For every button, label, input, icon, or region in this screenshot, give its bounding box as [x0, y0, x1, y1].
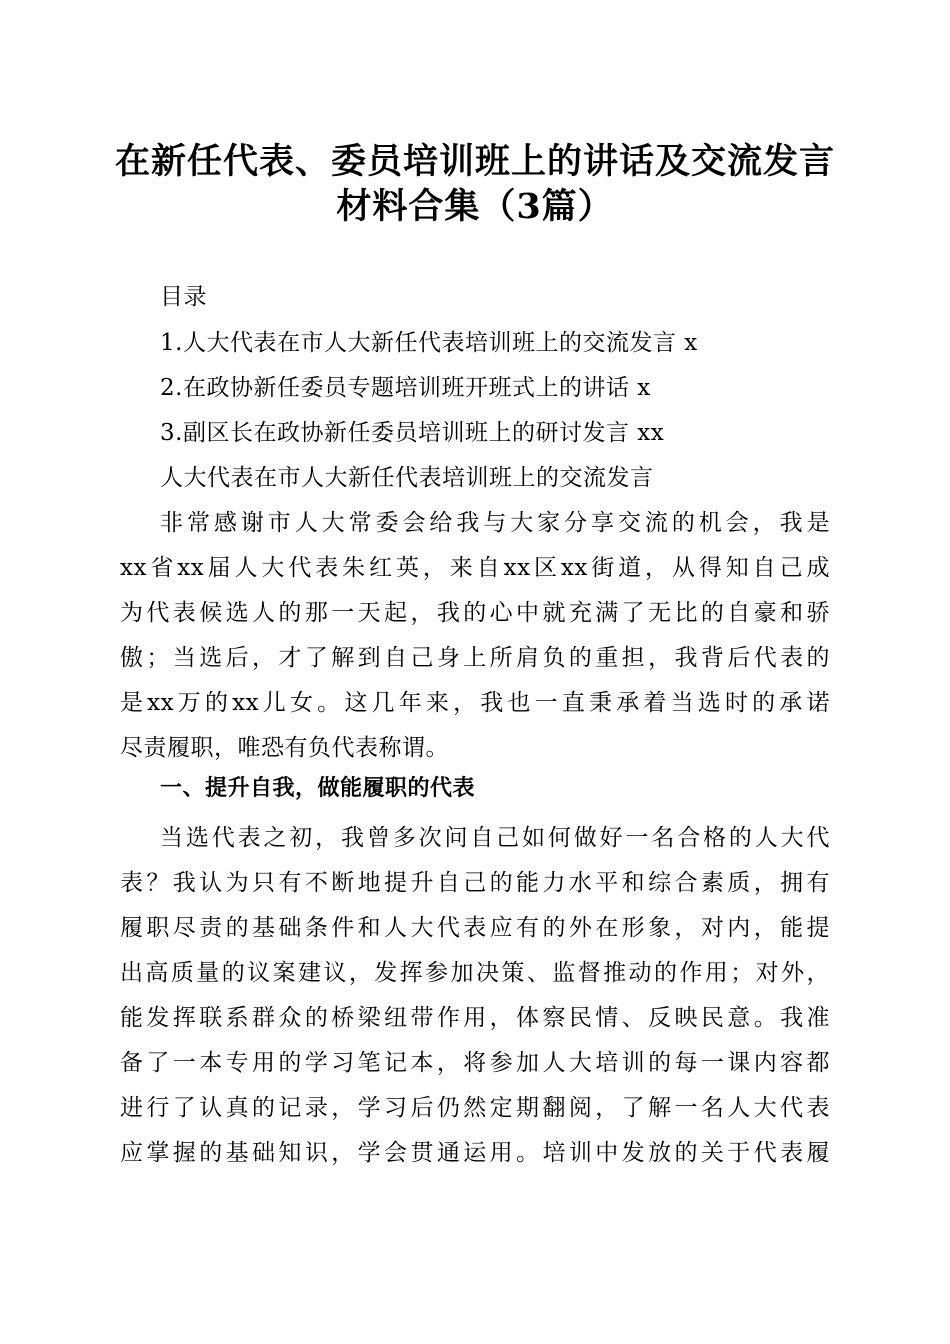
section-1-line-6: 备了一本专用的学习笔记本，将参加人大培训的每一课内容都: [120, 1050, 830, 1076]
section-1-line-8: 应掌握的基础知识，学会贯通运用。培训中发放的关于代表履: [120, 1140, 830, 1166]
section-1-line-5: 能发挥联系群众的桥梁纽带作用，体察民情、反映民意。我准: [120, 1005, 830, 1031]
document-title-line-1: 在新任代表、委员培训班上的讲话及交流发言: [114, 141, 835, 182]
intro-line-2: xx省xx届人大代表朱红英，来自xx区xx街道，从得知自己成: [120, 555, 830, 581]
intro-line-4: 傲；当选后，才了解到自己身上所肩负的重担，我背后代表的: [120, 645, 830, 671]
toc-item-2: 2.在政协新任委员专题培训班开班式上的讲话 x: [160, 375, 651, 401]
section-1-line-3: 履职尽责的基础条件和人大代表应有的外在形象，对内，能提: [120, 915, 830, 941]
toc-item-3: 3.副区长在政协新任委员培训班上的研讨发言 xx: [160, 420, 665, 446]
section-1-line-2: 表？我认为只有不断地提升自己的能力水平和综合素质，拥有: [120, 870, 830, 896]
intro-line-6: 尽责履职，唯恐有负代表称谓。: [120, 735, 449, 761]
toc-heading: 目录: [160, 284, 207, 310]
section-1-line-1: 当选代表之初，我曾多次问自己如何做好一名合格的人大代: [160, 825, 830, 851]
toc-item-1: 1.人大代表在市人大新任代表培训班上的交流发言 x: [160, 330, 698, 356]
intro-line-1: 非常感谢市人大常委会给我与大家分享交流的机会，我是: [160, 510, 830, 536]
intro-line-5: 是xx万的xx儿女。这几年来，我也一直秉承着当选时的承诺: [120, 690, 830, 716]
section-1-line-7: 进行了认真的记录，学习后仍然定期翻阅，了解一名人大代表: [120, 1095, 830, 1121]
section-1-heading: 一、提升自我，做能履职的代表: [160, 776, 476, 801]
intro-line-3: 为代表候选人的那一天起，我的心中就充满了无比的自豪和骄: [120, 600, 830, 626]
article-title: 人大代表在市人大新任代表培训班上的交流发言: [160, 465, 654, 491]
section-1-line-4: 出高质量的议案建议，发挥参加决策、监督推动的作用；对外，: [120, 960, 830, 986]
document-title-line-2: 材料合集（3篇）: [336, 186, 614, 227]
